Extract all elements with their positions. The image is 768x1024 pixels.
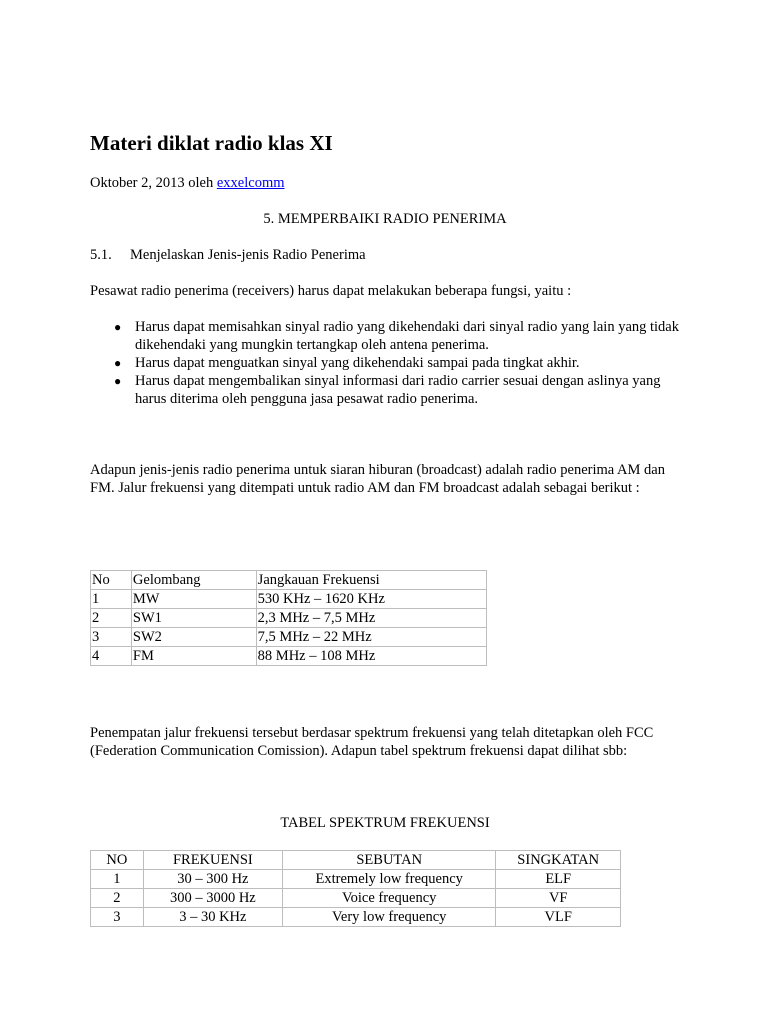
table-header-cell: SEBUTAN (283, 851, 496, 870)
bullet-icon: ● (114, 374, 122, 388)
section-title: 5. MEMPERBAIKI RADIO PENERIMA (263, 211, 507, 227)
table-header-cell: SINGKATAN (496, 851, 621, 870)
table-cell: SW2 (131, 628, 256, 647)
subsection-title: Menjelaskan Jenis-jenis Radio Penerima (130, 247, 366, 263)
table-cell: Voice frequency (283, 889, 496, 908)
list-item (114, 318, 695, 354)
spectrum-table-title: TABEL SPEKTRUM FREKUENSI (280, 815, 490, 831)
table-header-cell: No (91, 571, 132, 590)
table-cell: 88 MHz – 108 MHz (256, 647, 486, 666)
table-cell: Very low frequency (283, 908, 496, 927)
list-item (114, 354, 695, 372)
table-row (91, 889, 621, 908)
table-row (91, 908, 621, 927)
table-cell: 7,5 MHz – 22 MHz (256, 628, 486, 647)
table-cell: VLF (496, 908, 621, 927)
table-cell: FM (131, 647, 256, 666)
table-cell: 4 (91, 647, 132, 666)
table-cell: Extremely low frequency (283, 870, 496, 889)
table-cell: 30 – 300 Hz (143, 870, 282, 889)
table-row (91, 870, 621, 889)
table-row (91, 628, 487, 647)
table-cell: ELF (496, 870, 621, 889)
bullet-icon: ● (114, 320, 122, 334)
table-row (91, 590, 487, 609)
table-header-row (91, 571, 487, 590)
list-item-text: Harus dapat memisahkan sinyal radio yang dikehendaki dari sinyal radio yang lain yang tidak dikehendaki yang mungkin tertangkap oleh antena penerima. (135, 319, 679, 353)
table-header-cell: Jangkauan Frekuensi (256, 571, 486, 590)
table-header-row (91, 851, 621, 870)
table-cell: 3 (91, 908, 144, 927)
subsection-heading (90, 246, 366, 264)
table-cell: 3 – 30 KHz (143, 908, 282, 927)
table-cell: 530 KHz – 1620 KHz (256, 590, 486, 609)
function-list (90, 318, 695, 408)
subsection-number: 5.1. (90, 247, 112, 263)
list-item (114, 372, 695, 408)
table-header-cell: FREKUENSI (143, 851, 282, 870)
table-cell: 1 (91, 870, 144, 889)
table-cell: VF (496, 889, 621, 908)
table-cell: 2,3 MHz – 7,5 MHz (256, 609, 486, 628)
table-cell: MW (131, 590, 256, 609)
intro-paragraph: Pesawat radio penerima (receivers) harus dapat melakukan beberapa fungsi, yaitu : (90, 283, 572, 299)
author-link[interactable]: exxelcomm (216, 175, 285, 191)
bullet-icon: ● (114, 356, 122, 370)
list-item-text: Harus dapat menguatkan sinyal yang dikehendaki sampai pada tingkat akhir. (135, 355, 580, 371)
spectrum-table (90, 850, 621, 927)
table-row (91, 647, 487, 666)
post-meta (90, 174, 285, 192)
table-cell: SW1 (131, 609, 256, 628)
list-item-text: Harus dapat mengembalikan sinyal informasi dari radio carrier sesuai dengan aslinya yang harus diterima oleh pengguna jasa pesawat radio penerima. (135, 373, 661, 407)
table-cell: 1 (91, 590, 132, 609)
table-row (91, 609, 487, 628)
post-date: Oktober 2, 2013 oleh (90, 175, 214, 191)
page-title: Materi diklat radio klas XI (90, 131, 333, 155)
table-header-cell: NO (91, 851, 144, 870)
table-cell: 2 (91, 609, 132, 628)
table-cell: 3 (91, 628, 132, 647)
table-cell: 300 – 3000 Hz (143, 889, 282, 908)
table-header-cell: Gelombang (131, 571, 256, 590)
table-cell: 2 (91, 889, 144, 908)
broadcast-paragraph: Adapun jenis-jenis radio penerima untuk siaran hiburan (broadcast) adalah radio penerima AM dan FM. Jalur frekuensi yang ditempati untuk radio AM dan FM broadcast adalah sebagai berikut : (90, 462, 665, 496)
band-table (90, 570, 487, 666)
spectrum-paragraph: Penempatan jalur frekuensi tersebut berdasar spektrum frekuensi yang telah ditetapkan oleh FCC (Federation Communication Comission). Adapun tabel spektrum frekuensi dapat dilihat sbb: (90, 725, 654, 759)
